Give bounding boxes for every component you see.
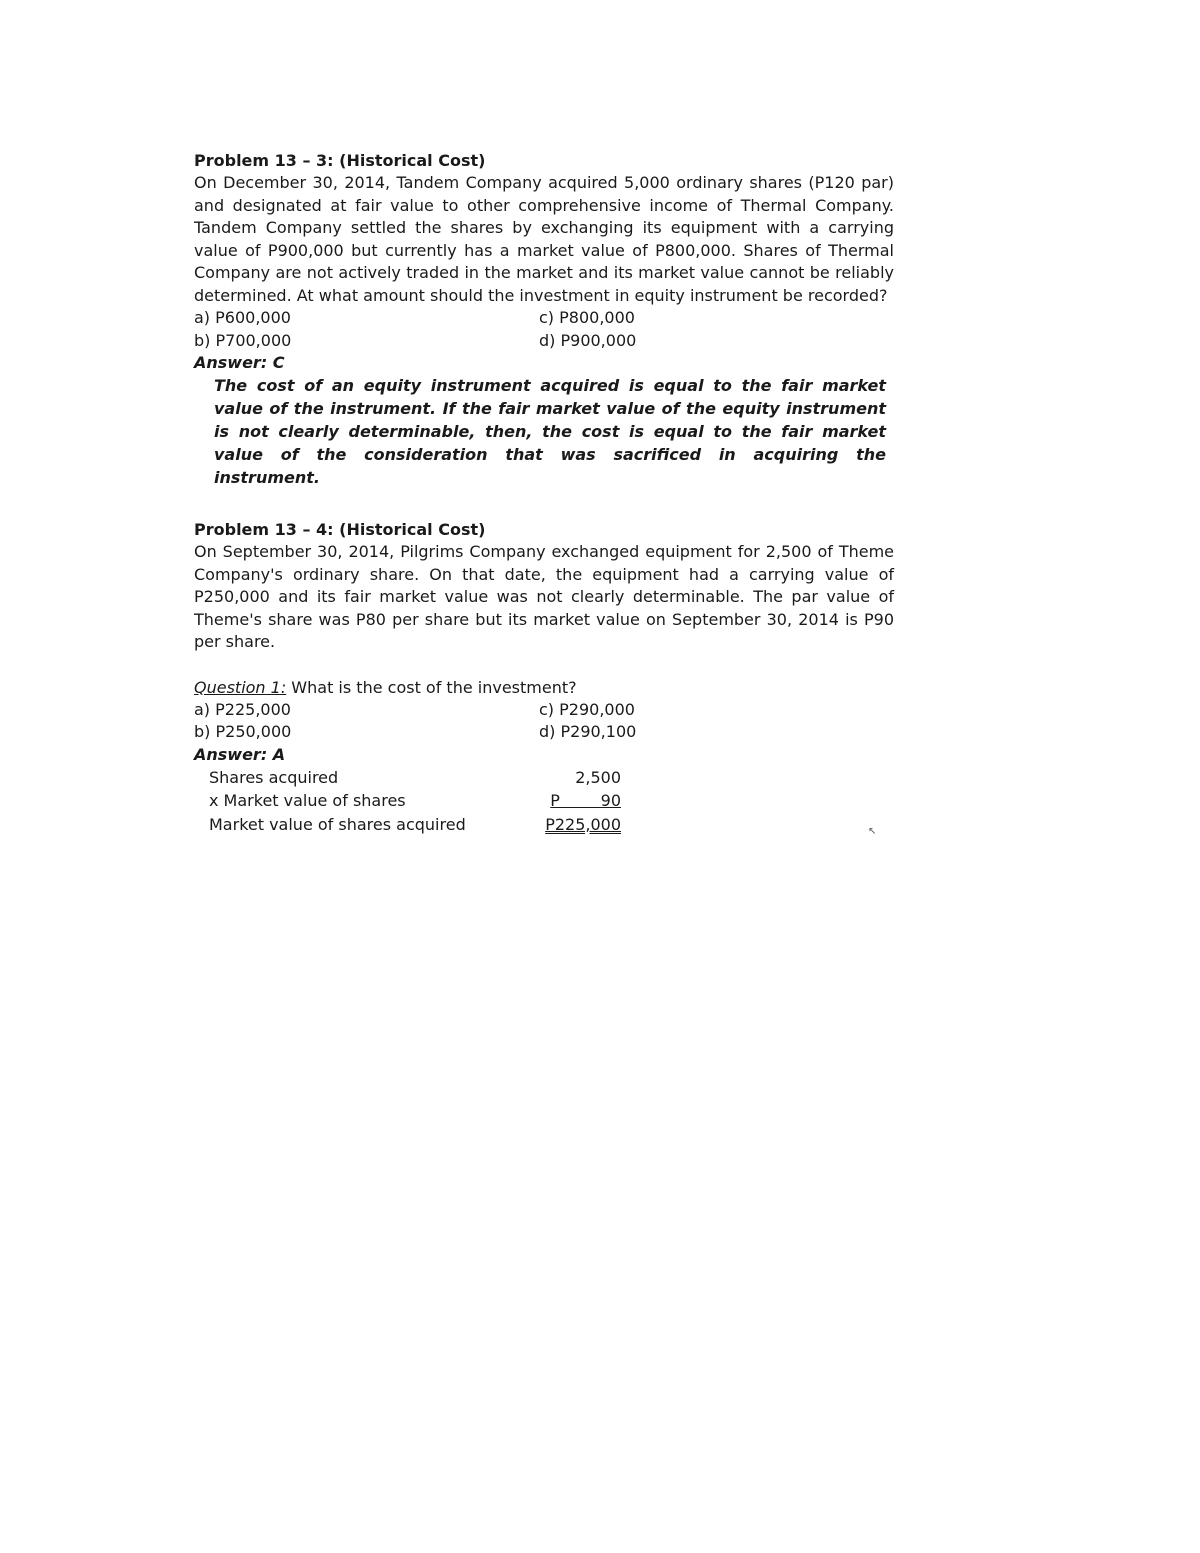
answer-choices xyxy=(194,699,894,744)
problem-13-3 xyxy=(194,150,894,489)
choice-c: c) P290,000 xyxy=(539,699,635,719)
computation-row xyxy=(209,766,894,790)
scan-speck: ↖ xyxy=(868,826,877,837)
question-label: Question 1: xyxy=(194,677,287,697)
choice-d: d) P290,100 xyxy=(539,722,637,741)
answer-line: Answer: C xyxy=(194,353,285,372)
problem-text: On September 30, 2014, Pilgrims Company exchanged equipment for 2,500 of Theme Company's ordinary share. On that date, the equipment had a carrying value of P250,000 and its fair market value was not clearly determinable. The par value of Theme's share was P80 per share but its market value on September 30, 2014 is P90 per share. xyxy=(194,542,894,651)
answer-line: Answer: A xyxy=(194,744,286,764)
computation-total: P225,000 xyxy=(545,814,621,834)
choice-a: a) P225,000 xyxy=(194,699,291,719)
computation-value: P 90 xyxy=(550,791,621,810)
computation-label: x Market value of shares xyxy=(209,791,406,810)
problem-heading: Problem 13 – 4: (Historical Cost) xyxy=(194,520,486,539)
answer-explanation: The cost of an equity instrument acquired is equal to the fair market value of the instrument. If the fair market value of the equity instrument is not clearly determinable, then, the cost is equal to the fair market value of the consideration that was sacrificed in acquiring the instrument. xyxy=(214,376,886,487)
choice-a: a) P600,000 xyxy=(194,308,291,327)
choice-b: b) P250,000 xyxy=(194,722,292,741)
computation-table xyxy=(209,766,894,837)
problem-heading: Problem 13 – 3: (Historical Cost) xyxy=(194,151,486,170)
choice-b: b) P700,000 xyxy=(194,330,292,350)
problem-13-4 xyxy=(194,519,894,836)
computation-row xyxy=(209,813,894,837)
computation-label: Shares acquired xyxy=(209,767,339,787)
question-line xyxy=(194,677,894,699)
document-page xyxy=(194,150,894,836)
computation-value: 2,500 xyxy=(575,767,621,787)
computation-row xyxy=(209,789,894,813)
question-text: What is the cost of the investment? xyxy=(286,677,577,697)
choice-d: d) P900,000 xyxy=(539,330,637,350)
problem-text: On December 30, 2014, Tandem Company acquired 5,000 ordinary shares (P120 par) and designated at fair value to other comprehensive income of Thermal Company. Tandem Company settled the shares by exchanging its equipment with a carrying value of P900,000 but currently has a market value of P800,000. Shares of Thermal Company are not actively traded in the market and its market value cannot be reliably determined. At what amount should the investment in equity instrument be recorded? xyxy=(194,173,894,305)
answer-choices xyxy=(194,307,894,352)
computation-label: Market value of shares acquired xyxy=(209,814,466,834)
choice-c: c) P800,000 xyxy=(539,308,635,327)
